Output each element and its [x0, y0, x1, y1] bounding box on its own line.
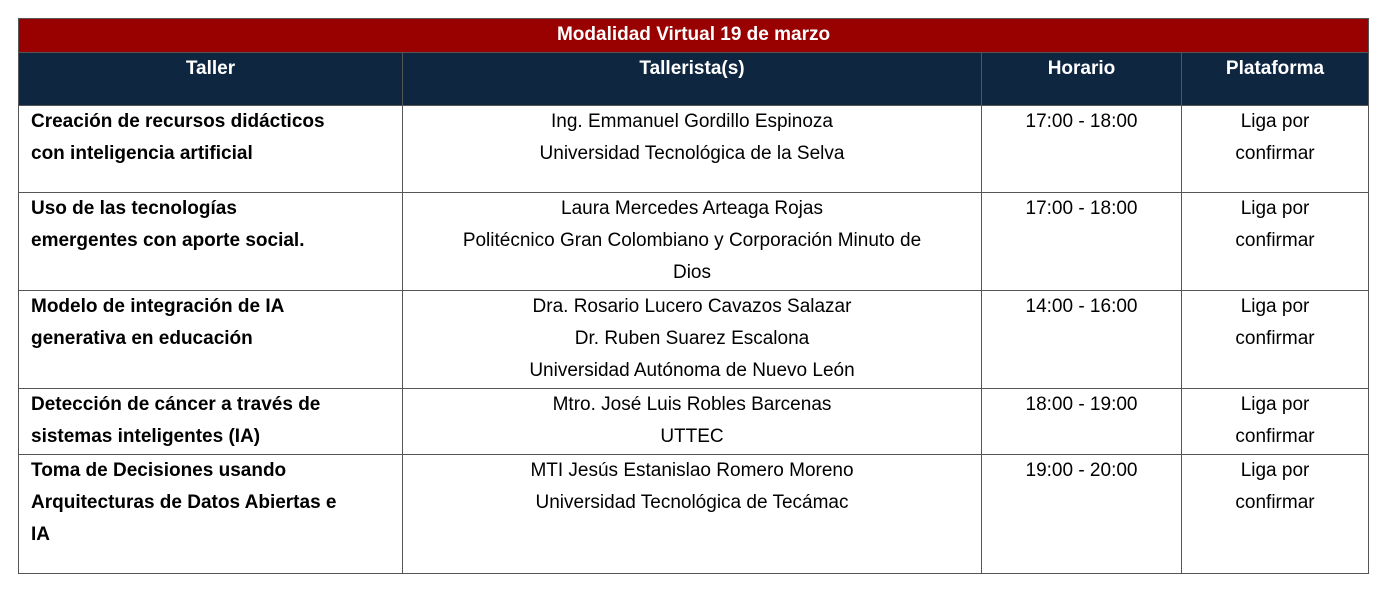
horario-cell: 14:00 - 16:00: [982, 291, 1182, 389]
plataforma-cell: [1182, 193, 1369, 291]
tallerista-line: Laura Mercedes Arteaga Rojas: [561, 198, 823, 219]
taller-line: Toma de Decisiones usando: [31, 460, 287, 481]
header-plataforma: Plataforma: [1182, 53, 1369, 106]
plataforma-line: Liga por: [1240, 296, 1310, 317]
header-horario: Horario: [982, 53, 1182, 106]
horario-cell: 17:00 - 18:00: [982, 106, 1182, 193]
plataforma-line: confirmar: [1235, 143, 1315, 164]
header-tallerista: Tallerista(s): [403, 53, 982, 106]
tallerista-line: Dios: [672, 262, 711, 283]
horario-cell: 17:00 - 18:00: [982, 193, 1182, 291]
header-taller: Taller: [19, 53, 403, 106]
taller-line: Detección de cáncer a través de: [31, 394, 321, 415]
plataforma-cell: [1182, 106, 1369, 193]
plataforma-cell: [1182, 455, 1369, 574]
tallerista-line: Dr. Ruben Suarez Escalona: [574, 328, 810, 349]
taller-line: Modelo de integración de IA: [31, 296, 285, 317]
taller-line: emergentes con aporte social.: [31, 230, 305, 251]
plataforma-line: Liga por: [1240, 198, 1310, 219]
horario-cell: 19:00 - 20:00: [982, 455, 1182, 574]
taller-cell: [19, 455, 403, 574]
table-row: [19, 455, 1369, 574]
table-row: [19, 389, 1369, 455]
tallerista-line: Ing. Emmanuel Gordillo Espinoza: [551, 111, 833, 132]
plataforma-line: confirmar: [1235, 230, 1315, 251]
tallerista-line: Dra. Rosario Lucero Cavazos Salazar: [532, 296, 852, 317]
plataforma-line: confirmar: [1235, 328, 1315, 349]
title-row: [19, 19, 1369, 53]
tallerista-line: Mtro. José Luis Robles Barcenas: [552, 394, 832, 415]
schedule-table: [18, 18, 1369, 574]
tallerista-cell: [403, 291, 982, 389]
taller-line: sistemas inteligentes (IA): [31, 426, 261, 447]
taller-line: Arquitecturas de Datos Abiertas e: [31, 492, 337, 513]
plataforma-line: Liga por: [1240, 111, 1310, 132]
taller-cell: [19, 193, 403, 291]
taller-line: generativa en educación: [31, 328, 253, 349]
plataforma-line: Liga por: [1240, 394, 1310, 415]
taller-line: Uso de las tecnologías: [31, 198, 237, 219]
tallerista-line: MTI Jesús Estanislao Romero Moreno: [530, 460, 854, 481]
tallerista-cell: [403, 455, 982, 574]
table-row: [19, 193, 1369, 291]
taller-cell: [19, 291, 403, 389]
tallerista-cell: [403, 193, 982, 291]
table-row: [19, 106, 1369, 193]
header-row: [19, 53, 1369, 106]
table-title: Modalidad Virtual 19 de marzo: [19, 19, 1369, 53]
plataforma-cell: [1182, 291, 1369, 389]
tallerista-line: Universidad Autónoma de Nuevo León: [529, 360, 855, 381]
tallerista-cell: [403, 389, 982, 455]
plataforma-line: confirmar: [1235, 426, 1315, 447]
plataforma-cell: [1182, 389, 1369, 455]
tallerista-line: UTTEC: [660, 426, 724, 447]
tallerista-line: Universidad Tecnológica de la Selva: [539, 143, 845, 164]
taller-line: Creación de recursos didácticos: [31, 111, 325, 132]
taller-cell: [19, 106, 403, 193]
tallerista-line: Universidad Tecnológica de Tecámac: [535, 492, 849, 513]
table-row: [19, 291, 1369, 389]
taller-line: con inteligencia artificial: [31, 143, 253, 164]
tallerista-cell: [403, 106, 982, 193]
plataforma-line: Liga por: [1240, 460, 1310, 481]
taller-cell: [19, 389, 403, 455]
taller-line: IA: [31, 524, 50, 545]
tallerista-line: Politécnico Gran Colombiano y Corporación Minuto de: [462, 230, 922, 251]
plataforma-line: confirmar: [1235, 492, 1315, 513]
horario-cell: 18:00 - 19:00: [982, 389, 1182, 455]
